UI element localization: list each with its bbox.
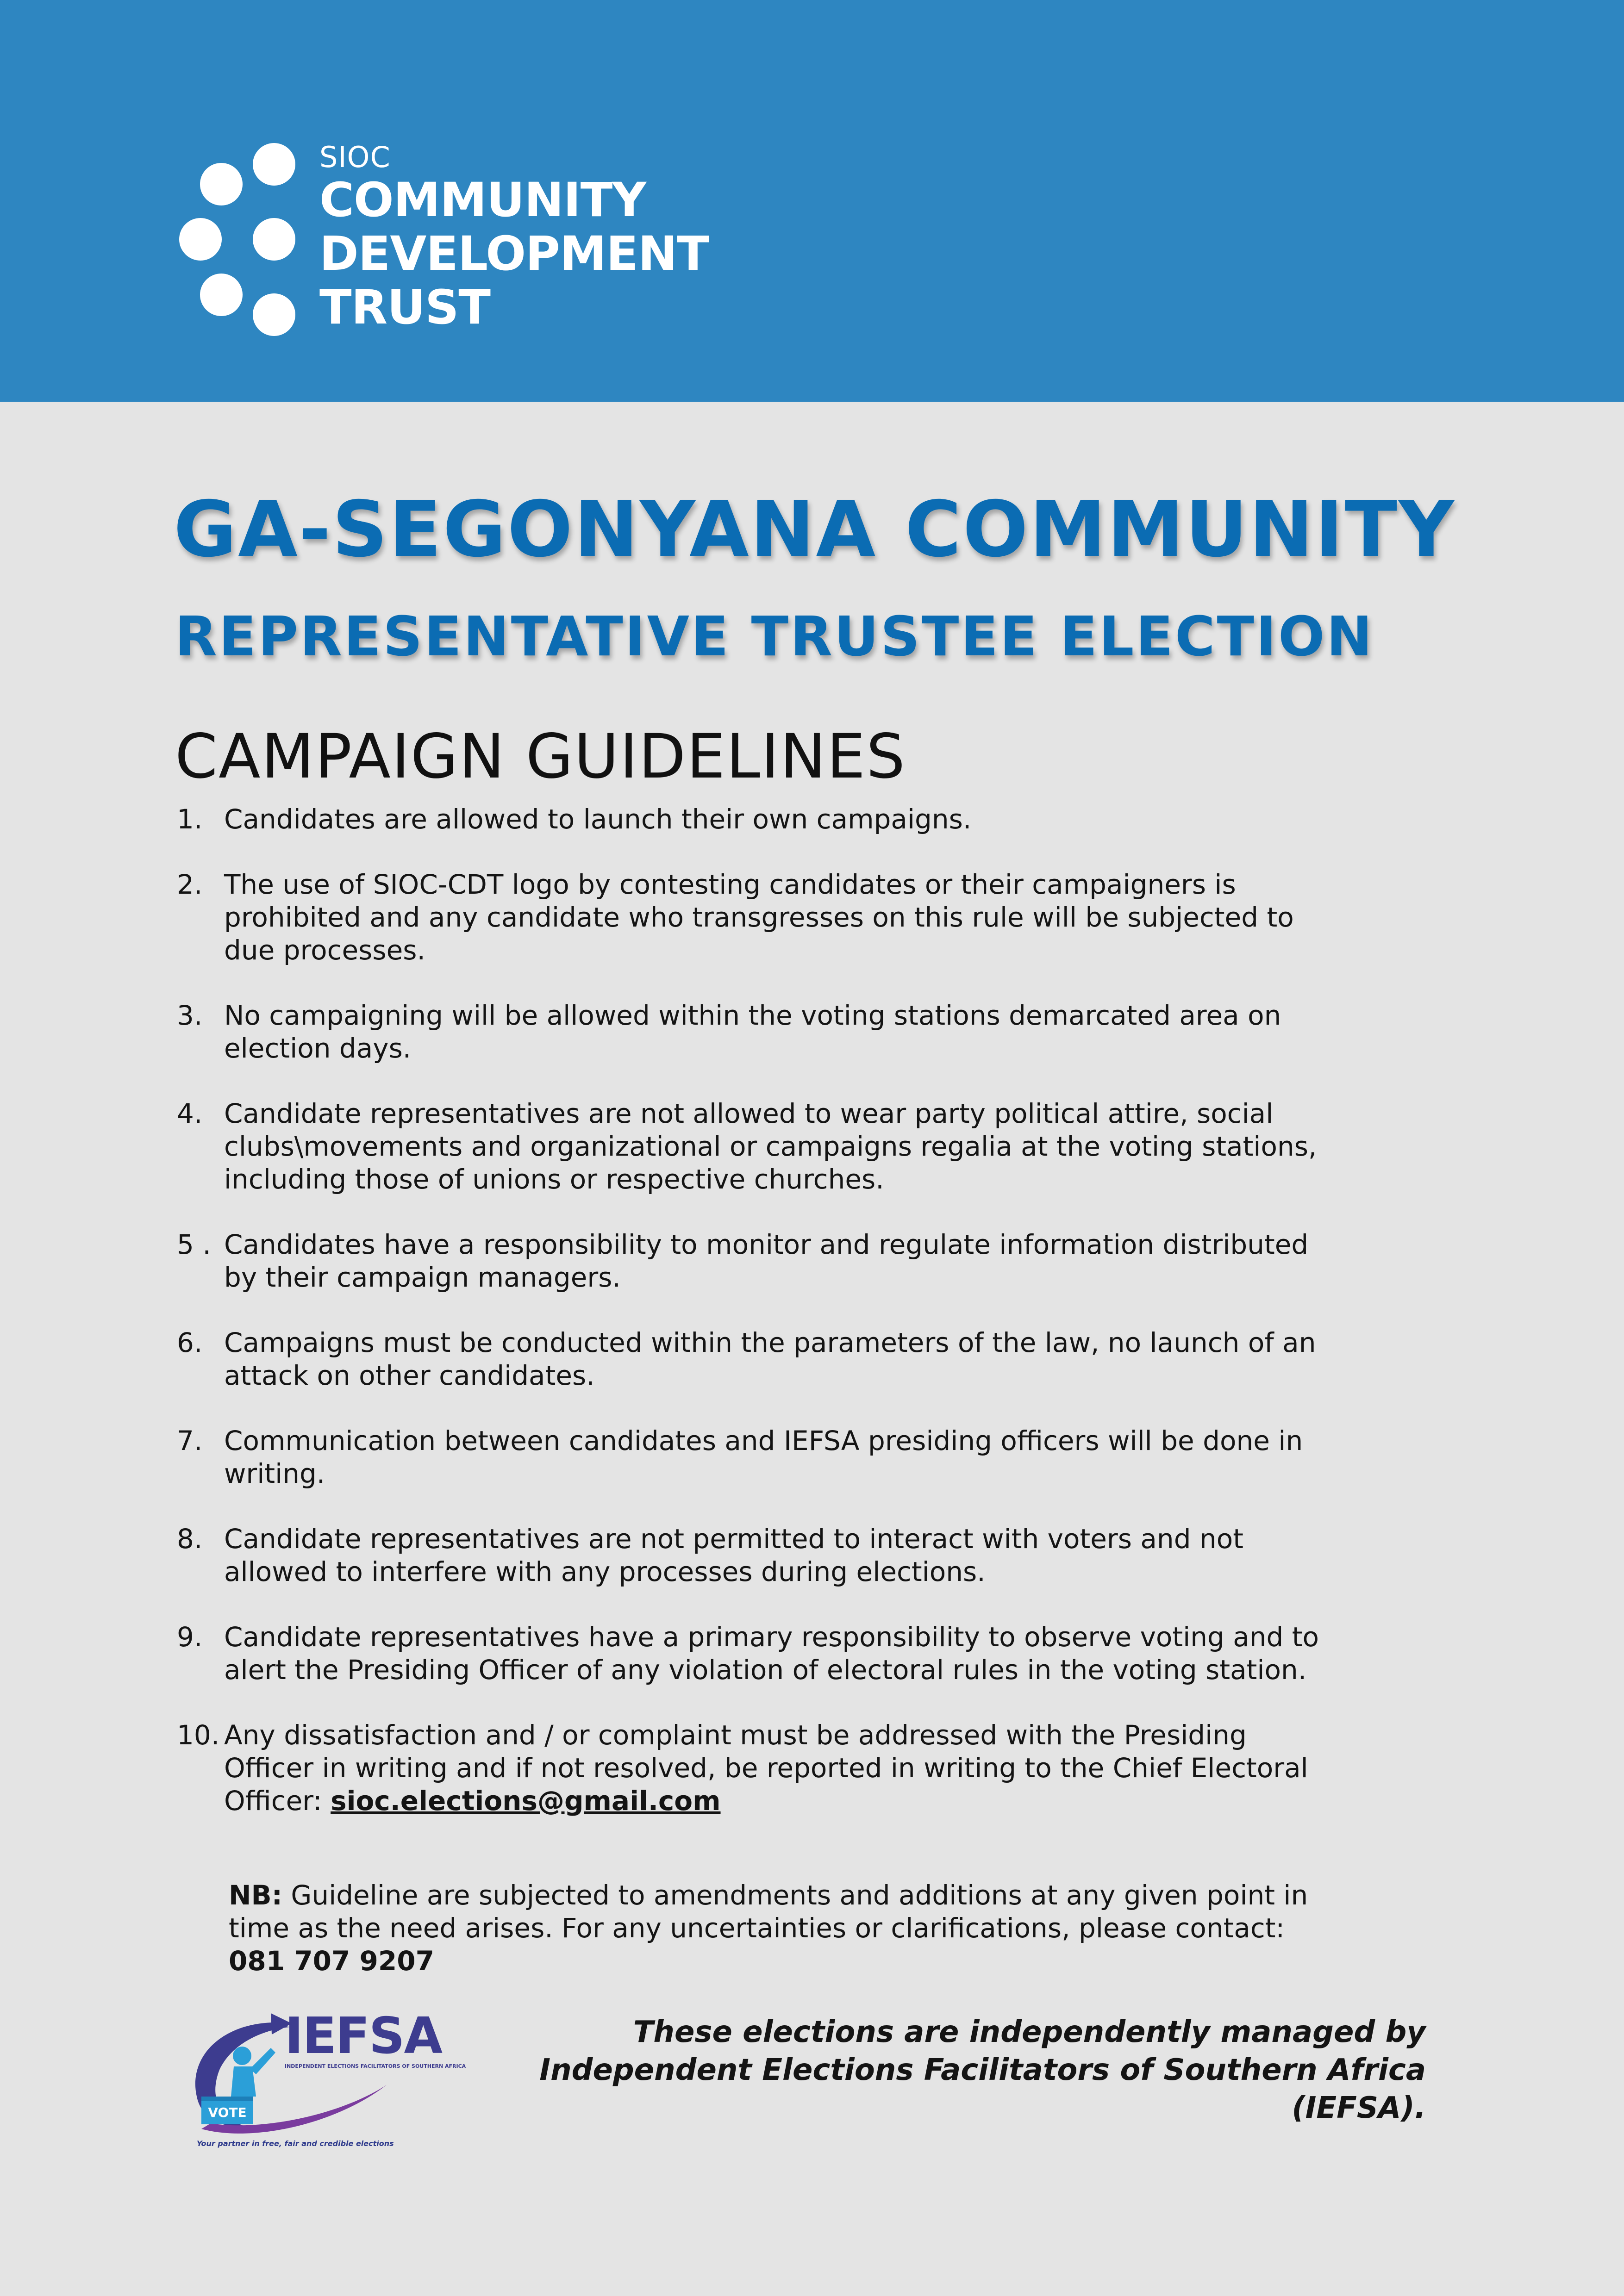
guideline-number: 3. — [177, 1000, 203, 1031]
logo-wordmark — [319, 141, 709, 335]
section-heading: CAMPAIGN GUIDELINES — [175, 721, 906, 792]
guideline-number: 6. — [177, 1327, 203, 1358]
guideline-number: 10. — [177, 1719, 220, 1751]
nb-note — [229, 1879, 1349, 1978]
sioc-cdt-logo — [178, 140, 709, 345]
guideline-item-5 — [177, 1228, 1343, 1294]
guideline-item-6 — [177, 1326, 1343, 1392]
iefsa-subtitle: INDEPENDENT ELECTIONS FACILITATORS OF SOUTHERN AFRICA — [285, 2063, 466, 2069]
nb-label: NB: — [229, 1879, 282, 1911]
logo-line-trust: TRUST — [319, 280, 490, 335]
logo-prefix: SIOC — [319, 140, 391, 174]
guideline-text: Candidates are allowed to launch their own campaigns. — [224, 803, 972, 835]
guideline-item-3 — [177, 999, 1343, 1065]
guideline-item-2 — [177, 868, 1343, 967]
guideline-number: 4. — [177, 1098, 203, 1129]
guideline-item-10 — [177, 1719, 1343, 1817]
page-subtitle: REPRESENTATIVE TRUSTEE ELECTION — [175, 604, 1374, 668]
guideline-text: Candidates have a responsibility to monitor and regulate information distributed by their campaign managers. — [224, 1229, 1309, 1293]
guideline-item-1 — [177, 803, 1343, 836]
guideline-number: 9. — [177, 1621, 203, 1653]
guideline-text: Candidate representatives have a primary responsibility to observe voting and to alert the Presiding Officer of any violation of electoral rules in the voting station. — [224, 1621, 1319, 1686]
guideline-item-8 — [177, 1523, 1343, 1588]
guideline-number: 2. — [177, 869, 203, 900]
guideline-text — [224, 1719, 1343, 1817]
guideline-number: 5 . — [177, 1229, 211, 1260]
header-band — [0, 0, 1624, 402]
logo-line-development: DEVELOPMENT — [319, 226, 709, 281]
guideline-text: Candidate representatives are not permitted to interact with voters and not allowed to interfere with any processes during elections. — [224, 1523, 1243, 1587]
contact-phone: 081 707 9207 — [229, 1945, 434, 1977]
guideline-item-7 — [177, 1425, 1343, 1490]
iefsa-logo — [183, 2004, 479, 2157]
dots-logo-icon — [178, 141, 303, 340]
ballot-vote-label: VOTE — [208, 2105, 247, 2120]
management-note: These elections are independently managed by Independent Elections Facilitators of Southern Africa (IEFSA). — [539, 2015, 1426, 2125]
guideline-number: 7. — [177, 1425, 203, 1456]
iefsa-name: IEFSA — [285, 2007, 442, 2065]
guideline-number: 1. — [177, 803, 203, 835]
page-title: GA-SEGONYANA COMMUNITY — [174, 485, 1456, 574]
guideline-text: Campaigns must be conducted within the parameters of the law, no launch of an attack on other candidates. — [224, 1327, 1316, 1391]
guideline-item-4 — [177, 1097, 1343, 1196]
guideline-text: Candidate representatives are not allowed to wear party political attire, social clubs\movements and organizational or campaigns regalia at the voting stations, including those of unions or respective churches. — [224, 1098, 1317, 1195]
guideline-number: 8. — [177, 1523, 203, 1555]
nb-text: Guideline are subjected to amendments and additions at any given point in time as the need arises. For any uncertainties or clarifications, please contact: — [229, 1879, 1308, 1944]
guideline-text: The use of SIOC-CDT logo by contesting candidates or their campaigners is prohibited and any candidate who transgresses on this rule will be subjected to due processes. — [224, 869, 1294, 966]
guidelines-list — [177, 803, 1343, 1850]
guideline-text: Communication between candidates and IEFSA presiding officers will be done in writing. — [224, 1425, 1303, 1489]
guideline-text: No campaigning will be allowed within the voting stations demarcated area on election days. — [224, 1000, 1281, 1064]
guideline-text-body: Any dissatisfaction and / or complaint must be addressed with the Presiding Officer in writing and if not resolved, be reported in writing to the Chief Electoral Officer: — [224, 1719, 1308, 1817]
logo-line-community: COMMUNITY — [319, 173, 646, 228]
iefsa-tagline: Your partner in free, fair and credible elections — [197, 2139, 394, 2148]
email-link[interactable]: sioc.elections@gmail.com — [331, 1785, 721, 1817]
guideline-item-9 — [177, 1621, 1343, 1686]
